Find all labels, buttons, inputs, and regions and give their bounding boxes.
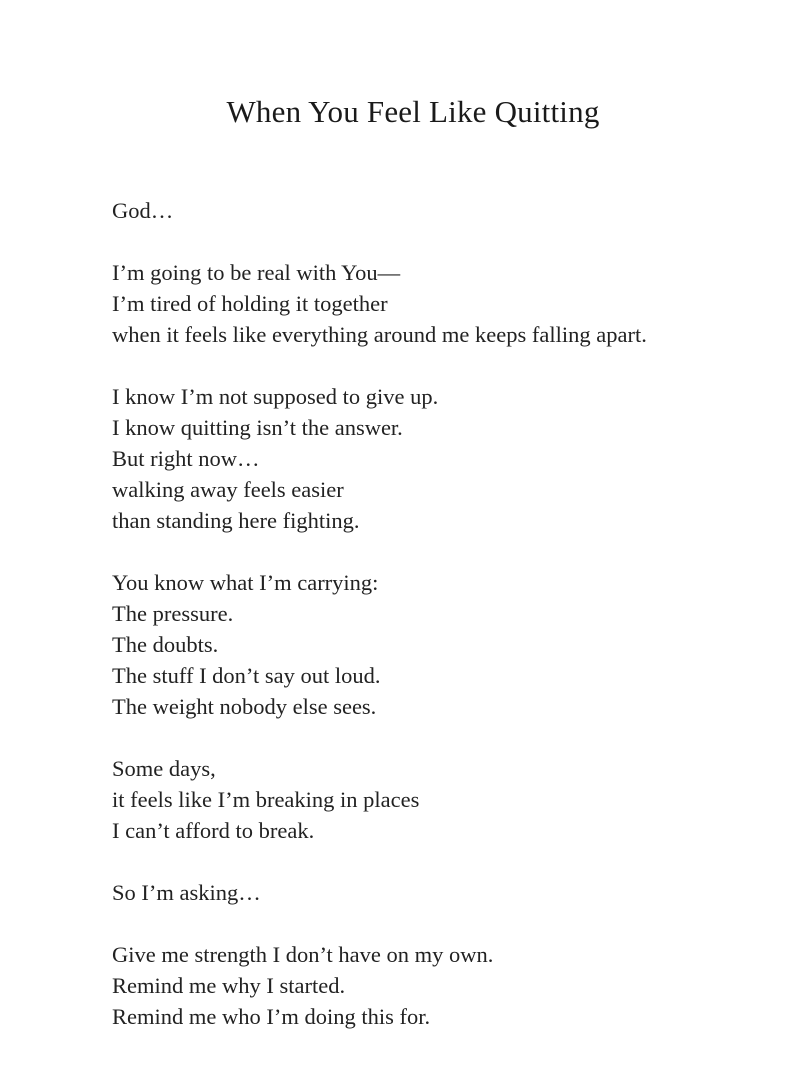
stanza: [112, 753, 772, 846]
poem-line: The weight nobody else sees.: [112, 694, 377, 719]
poem-line: So I’m asking…: [112, 880, 261, 905]
poem-line: Remind me why I started.: [112, 973, 346, 998]
poem-line: Give me strength I don’t have on my own.: [112, 942, 494, 967]
page-title: When You Feel Like Quitting: [226, 94, 600, 129]
poem-line: You know what I’m carrying:: [112, 570, 379, 595]
poem-line: But right now…: [112, 446, 260, 471]
stanza: [112, 567, 772, 722]
stanza: [112, 939, 772, 1032]
poem-line: I know I’m not supposed to give up.: [112, 384, 439, 409]
poem-line: I know quitting isn’t the answer.: [112, 415, 403, 440]
stanza: [112, 257, 772, 350]
poem-line: I’m going to be real with You—: [112, 260, 401, 285]
poem-line: when it feels like everything around me keeps falling apart.: [112, 322, 647, 347]
poem-line: I’m tired of holding it together: [112, 291, 388, 316]
poem-line: it feels like I’m breaking in places: [112, 787, 420, 812]
poem-line: walking away feels easier: [112, 477, 344, 502]
poem-line: Remind me who I’m doing this for.: [112, 1004, 431, 1029]
poem-line: than standing here fighting.: [112, 508, 360, 533]
poem-line: The doubts.: [112, 632, 219, 657]
stanza: [112, 877, 772, 908]
poem-line: I can’t afford to break.: [112, 818, 315, 843]
poem-line: The stuff I don’t say out loud.: [112, 663, 381, 688]
stanza: [112, 381, 772, 536]
poem-line: God…: [112, 198, 174, 223]
poem-line: The pressure.: [112, 601, 234, 626]
poem-line: Some days,: [112, 756, 216, 781]
poem-body: [112, 195, 772, 1063]
stanza: [112, 195, 772, 226]
